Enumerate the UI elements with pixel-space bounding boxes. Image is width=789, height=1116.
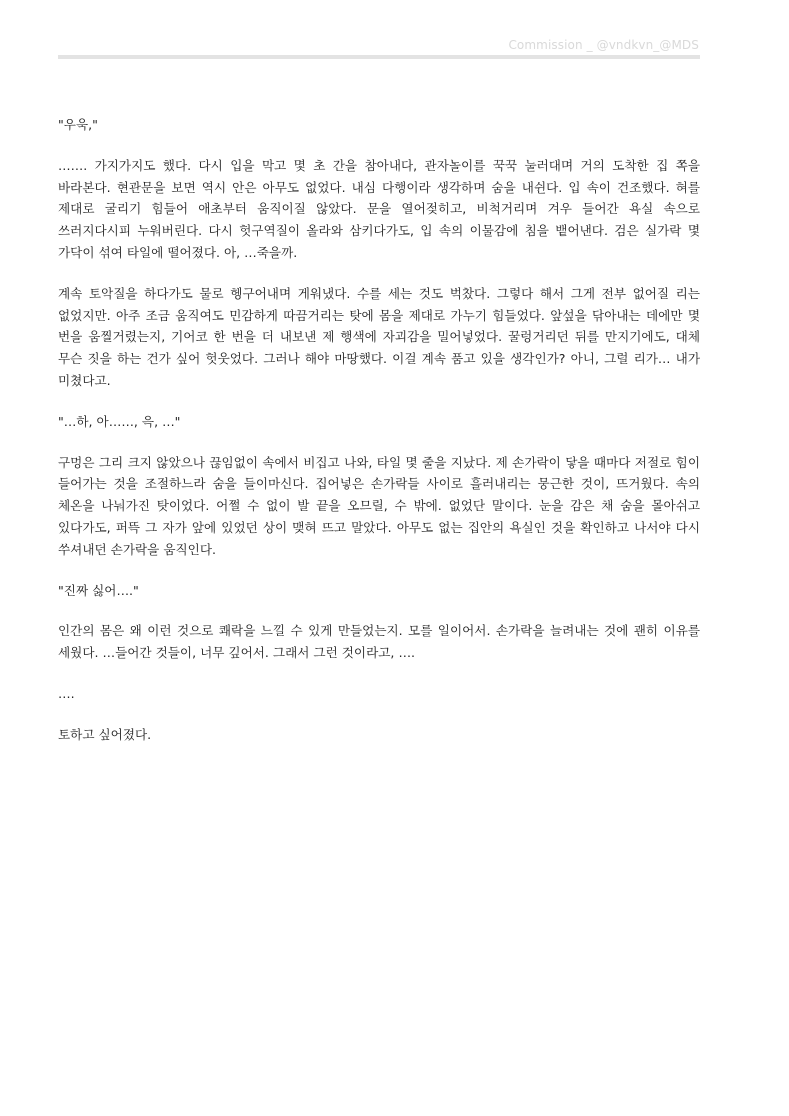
paragraph: "…하, 아……, 윽, …" — [58, 413, 181, 429]
paragraph: "우욱," — [58, 117, 98, 132]
commission-credit: Commission _ @vndkvn_@MDS — [508, 38, 699, 52]
paragraph: ……. 가지가지도 했다. 다시 입을 막고 몇 초 간을 참아내다, 관자놀이를 꾹꾹 눌러대며 거의 도착한 집 쪽을 바라본다. 현관문을 보면 역시 안은 아무도 없었다. 내심 다행이라 생각하며 숨을 내쉰다. 입 속이 건조했다. 혀를 제대로 굴리기 힘들어 애초부터 움직이질 않았다. 문을 열어젖히고, 비척거리며 겨우 들어간 욕실 속으로 쓰러지다시피 누워버린다. 다시 헛구역질이 올라와 삼키다가도, 입 속의 이물감에 침을 뱉어낸다. 검은 실가락 몇 가닥이 섞여 타일에 떨어졌다. 아, …죽을까. — [58, 157, 700, 260]
header-divider — [58, 55, 700, 59]
paragraph: 인간의 몸은 왜 이런 것으로 쾌락을 느낄 수 있게 만들었는지. 모를 일이어서. 손가락을 늘려내는 것에 괜히 이유를 세웠다. …들어간 것들이, 너무 깊어서. 그래서 그런 것이라고, …. — [58, 623, 700, 661]
paragraph: 구멍은 그리 크지 않았으나 끊임없이 속에서 비집고 나와, 타일 몇 줄을 지났다. 제 손가락이 닿을 때마다 저절로 힘이 들어가는 것을 조절하느라 숨을 들이마신다. 집어넣은 손가락들 사이로 흘러내리는 뭉근한 것이, 뜨거웠다. 속의 체온을 나눠가진 탓이었다. 어쩔 수 없이 발 끝을 오므릴, 수 밖에. 없었단 말이다. 눈을 감은 채 숨을 몰아쉬고 있다가도, 퍼뜩 그 자가 앞에 있었던 상이 맺혀 뜨고 말았다. 아무도 없는 집안의 욕실인 것을 확인하고 나서야 다시 쑤셔내던 손가락을 움직인다. — [58, 454, 700, 557]
story-body — [58, 114, 700, 765]
paragraph: 토하고 싶어졌다. — [58, 726, 152, 742]
paragraph: "진짜 싫어…." — [58, 582, 139, 598]
paragraph: 계속 토악질을 하다가도 물로 헹구어내며 게워냈다. 수를 세는 것도 벅찼다. 그렇다 해서 그게 전부 없어질 리는 없었지만. 아주 조금 움직여도 민감하게 따끔거리는 탓에 몸을 제대로 가누기 힘들었다. 앞섶을 닦아내는 데에만 몇 번을 움찔거렸는지, 기어코 한 번을 더 내보낸 제 행색에 자괴감을 밀어넣었다. 꿀렁거리던 뒤를 만지기에도, 대체 무슨 짓을 하는 건가 싶어 헛웃었다. 그러나 해야 마땅했다. 이걸 계속 품고 있을 생각인가? 아니, 그럴 리가… 내가 미쳤다고. — [58, 285, 700, 388]
paragraph: …. — [58, 685, 75, 701]
